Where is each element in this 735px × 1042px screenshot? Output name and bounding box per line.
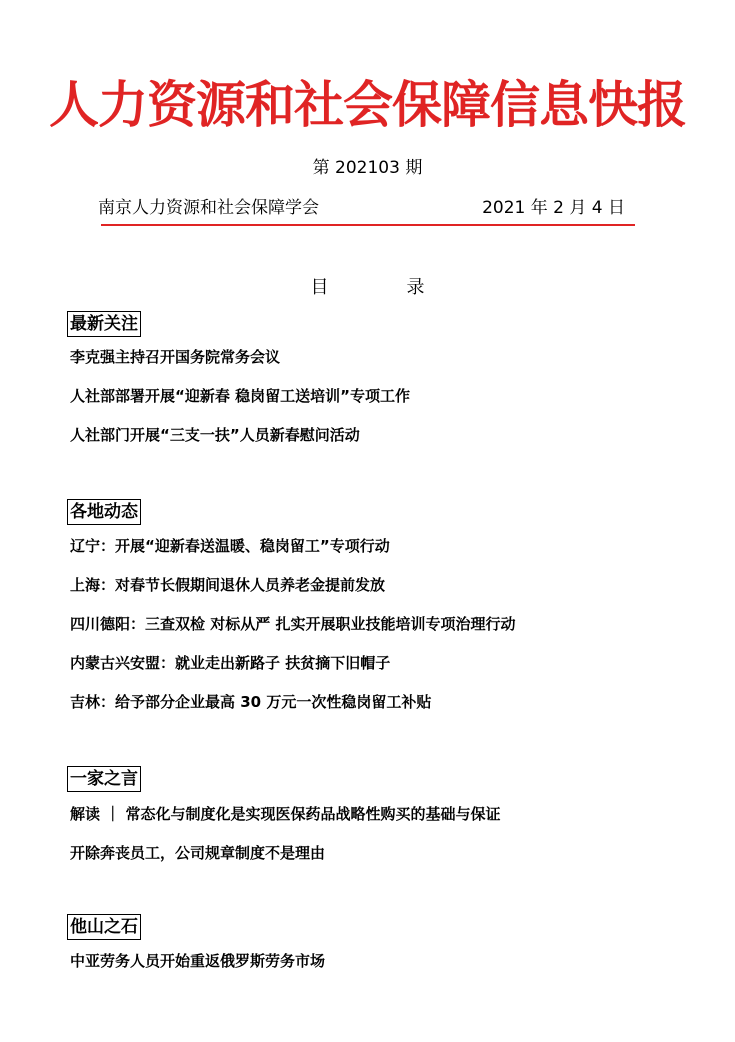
toc-item[interactable]: 吉林：给予部分企业最高 30 万元一次性稳岗留工补贴	[70, 693, 432, 711]
toc-item[interactable]: 开除奔丧员工，公司规章制度不是理由	[70, 844, 326, 862]
toc-item[interactable]: 李克强主持召开国务院常务会议	[70, 348, 281, 366]
header-divider	[101, 224, 635, 226]
section-latest	[67, 311, 410, 444]
toc-item[interactable]: 四川德阳：三查双检 对标从严 扎实开展职业技能培训专项治理行动	[70, 615, 516, 633]
toc-item[interactable]: 内蒙古兴安盟：就业走出新路子 扶贫摘下旧帽子	[70, 654, 391, 672]
toc-title: 目录	[310, 277, 503, 298]
toc-item[interactable]: 人社部部署开展“迎新春 稳岗留工送培训”专项工作	[70, 387, 410, 405]
publisher-name: 南京人力资源和社会保障学会	[98, 198, 319, 218]
publish-date: 2021 年 2 月 4 日	[482, 198, 625, 218]
section-heading: 最新关注	[67, 311, 141, 337]
section-heading: 各地动态	[67, 499, 141, 525]
toc-item[interactable]: 辽宁：开展“迎新春送温暖、稳岗留工”专项行动	[70, 537, 390, 555]
toc-item[interactable]: 人社部门开展“三支一扶”人员新春慰问活动	[70, 426, 360, 444]
section-heading: 他山之石	[67, 914, 141, 940]
toc-item[interactable]: 上海：对春节长假期间退休人员养老金提前发放	[70, 576, 386, 594]
toc-item[interactable]: 解读 ｜ 常态化与制度化是实现医保药品战略性购买的基础与保证	[70, 805, 501, 823]
section-abroad	[67, 914, 326, 970]
issue-number: 第 202103 期	[312, 158, 423, 178]
toc-item[interactable]: 中亚劳务人员开始重返俄罗斯劳务市场	[70, 952, 326, 970]
section-opinion	[67, 766, 501, 862]
section-regional	[67, 499, 516, 711]
masthead-title: 人力资源和社会保障信息快报	[49, 75, 686, 134]
section-heading: 一家之言	[67, 766, 141, 792]
